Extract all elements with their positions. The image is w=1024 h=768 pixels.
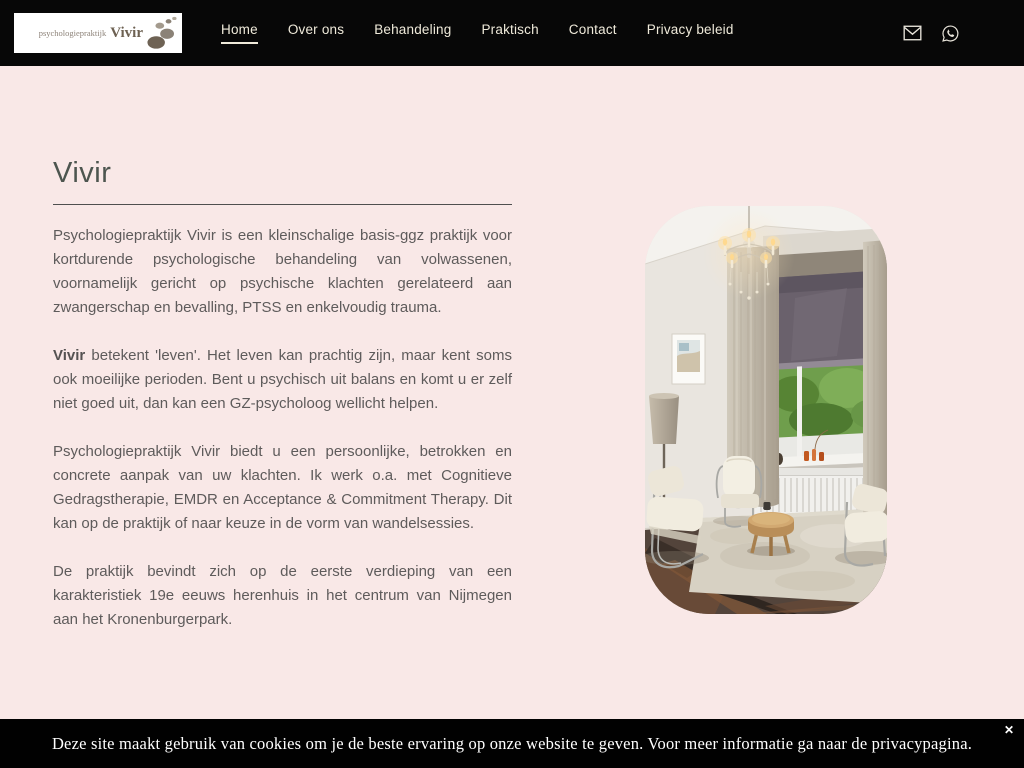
practice-room-image [645,206,887,614]
header-contact-icons [903,24,960,43]
nav-item-privacy-beleid[interactable]: Privacy beleid [646,22,734,37]
main-nav [221,22,734,44]
email-icon[interactable] [903,25,922,41]
nav-item-contact[interactable]: Contact [568,22,617,37]
paragraph-approach: Psychologiepraktijk Vivir biedt u een persoonlijke, betrokken en concrete aanpak van uw klachten. Ik werk o.a. met Cognitieve Gedragstherapie, EMDR en Acceptance & Commitment Therapy. Dit kan op de praktijk of naar keuze in de vorm van wandelsessies. [53,442,512,532]
cookie-message: Deze site maakt gebruik van cookies om je de beste ervaring op onze website te geven. Voor meer informatie ga naar de privacypagina. [51,733,973,753]
main-content [0,66,1024,632]
cookie-close-icon[interactable]: ✕ [1003,723,1014,737]
paragraph-vivir-rest: betekent 'leven'. Het leven kan prachtig zijn, maar kent soms ook moeilijke perioden. Bent u psychisch uit balans en komt u er zelf niet goed uit, dan kan een GZ-psycholoog wellicht helpen. [53,346,512,412]
nav-item-home[interactable]: Home [221,22,258,44]
whatsapp-icon[interactable] [941,24,960,43]
top-navigation-bar [0,0,1024,66]
photo-column [645,156,887,614]
nav-item-over-ons[interactable]: Over ons [287,22,345,37]
nav-item-praktisch[interactable]: Praktisch [481,22,539,37]
paragraph-intro: Psychologiepraktijk Vivir is een kleinschalige basis-ggz praktijk voor kortdurende psychologische behandeling van volwassenen, voornamelijk gericht op psychische klachten gerelateerd aan zwangerschap en bevalling, PTSS en enkelvoudig trauma. [53,226,512,316]
intro-text-column [53,156,512,632]
paragraph-vivir-bold: Vivir [53,346,86,364]
logo-title: Vivir [110,24,143,41]
paragraph-location: De praktijk bevindt zich op de eerste verdieping van een karakteristiek 19e eeuws herenhuis in het centrum van Nijmegen aan het Kronenburgerpark. [53,562,512,628]
logo-subtitle: psychologiepraktijk [38,28,107,38]
practice-room-photo [645,206,887,614]
page-title: Vivir [53,157,112,189]
site-logo[interactable] [14,13,182,53]
title-divider [53,204,512,205]
pebbles-logo-icon [146,16,178,50]
cookie-banner [0,719,1024,768]
paragraph-vivir [53,344,512,416]
nav-item-behandeling[interactable]: Behandeling [374,22,452,37]
